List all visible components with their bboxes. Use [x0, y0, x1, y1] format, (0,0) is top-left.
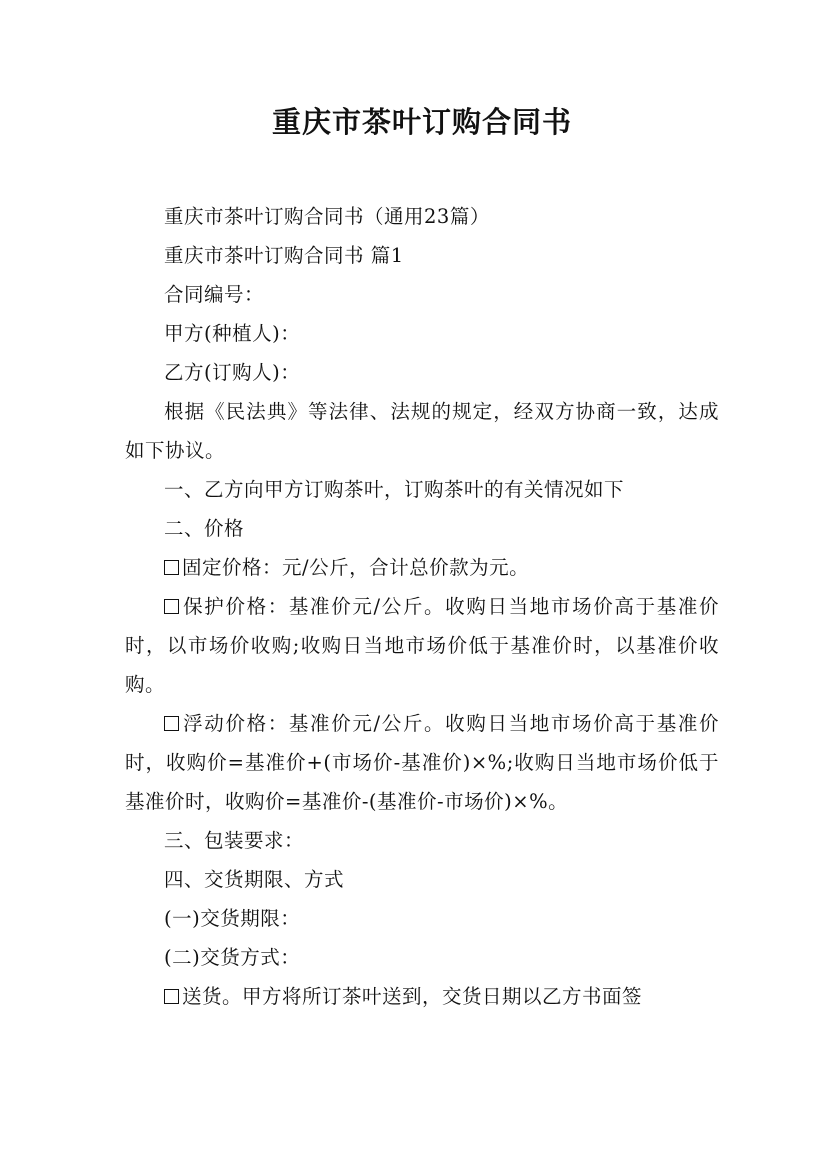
option-protected-price-text: 保护价格：基准价元/公斤。收购日当地市场价高于基准价时，以市场价收购;收购日当地市场价低于基准价时，以基准价收购。 — [125, 595, 719, 696]
option-floating-price — [125, 704, 719, 821]
paragraph-delivery-method: (二)交货方式： — [164, 946, 301, 969]
option-fixed-price-text: 固定价格：元/公斤，合计总价款为元。 — [182, 556, 530, 579]
document-body — [125, 197, 719, 1016]
document-title: 重庆市茶叶订购合同书 — [271, 105, 572, 139]
paragraph-contract-number: 合同编号： — [164, 283, 265, 306]
option-delivery-text: 送货。甲方将所订茶叶送到，交货日期以乙方书面签 — [182, 985, 643, 1008]
paragraph-party-a: 甲方(种植人)： — [164, 322, 301, 345]
checkbox-icon[interactable] — [164, 989, 179, 1004]
paragraph-section-heading: 重庆市茶叶订购合同书 篇1 — [164, 244, 404, 267]
paragraph-legal-basis: 根据《民法典》等法律、法规的规定，经双方协商一致，达成如下协议。 — [125, 400, 719, 462]
option-fixed-price — [125, 548, 719, 587]
option-protected-price — [125, 587, 719, 704]
paragraph-clause-4: 四、交货期限、方式 — [164, 868, 345, 891]
paragraph-clause-2: 二、价格 — [164, 517, 245, 540]
option-delivery — [125, 977, 719, 1016]
paragraph-clause-1: 一、乙方向甲方订购茶叶，订购茶叶的有关情况如下 — [164, 478, 625, 501]
checkbox-icon[interactable] — [164, 560, 179, 575]
paragraph-subtitle: 重庆市茶叶订购合同书（通用23篇） — [164, 205, 490, 228]
paragraph-party-b: 乙方(订购人)： — [164, 361, 301, 384]
paragraph-clause-3: 三、包装要求： — [164, 829, 305, 852]
checkbox-icon[interactable] — [164, 599, 179, 614]
option-floating-price-text: 浮动价格：基准价元/公斤。收购日当地市场价高于基准价时，收购价=基准价+(市场价-基准价)×%;收购日当地市场价低于基准价时，收购价=基准价-(基准价-市场价)×%。 — [125, 712, 719, 813]
checkbox-icon[interactable] — [164, 716, 179, 731]
paragraph-delivery-period: (一)交货期限： — [164, 907, 301, 930]
